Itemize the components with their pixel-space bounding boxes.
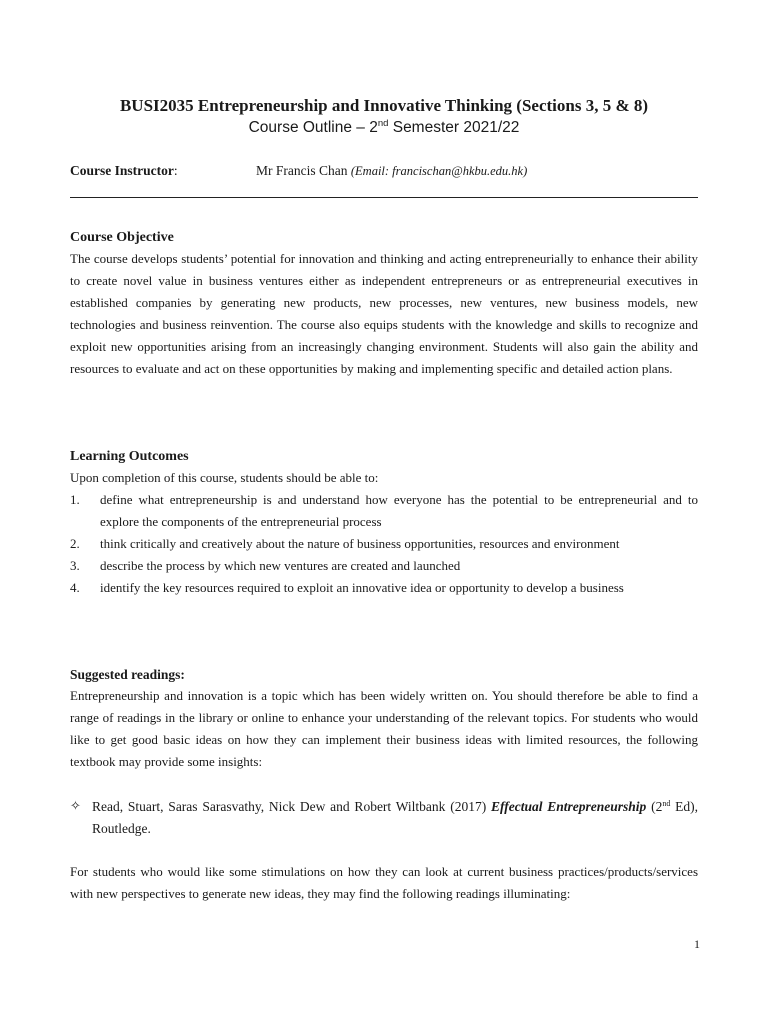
instructor-name: Mr Francis Chan	[256, 163, 351, 178]
objective-heading: Course Objective	[70, 230, 174, 245]
subtitle-prefix: Course Outline – 2	[248, 119, 378, 136]
reference-item	[70, 796, 698, 840]
instructor-email: (Email: francischan@hkbu.edu.hk)	[350, 164, 528, 178]
reference-text	[92, 796, 698, 840]
diamond-bullet-icon: ✧	[70, 799, 81, 814]
page-number: 1	[694, 937, 700, 951]
course-title: BUSI2035 Entrepreneurship and Innovative Thinking (Sections 3, 5 & 8)	[119, 96, 649, 115]
list-item-text: think critically and creatively about the nature of business opportunities, resources and environment	[100, 536, 620, 551]
instructor-colon: :	[173, 163, 178, 178]
list-item-number: 1.	[70, 492, 80, 507]
readings-heading: Suggested readings:	[70, 667, 185, 682]
list-item-number: 3.	[70, 558, 80, 573]
reference-authors: Read, Stuart, Saras Sarasvathy, Nick Dew and Robert Wiltbank (2017)	[92, 799, 491, 814]
subtitle-superscript: nd	[377, 118, 389, 129]
course-subtitle	[0, 118, 768, 138]
list-item	[70, 577, 698, 599]
readings-outro: For students who would like some stimulations on how they can look at current business practices/products/services with new perspectives to generate new ideas, they may find the following readings illuminating:	[70, 864, 698, 901]
instructor-value	[256, 161, 527, 181]
outcomes-heading: Learning Outcomes	[70, 449, 189, 464]
list-item-text: define what entrepreneurship is and understand how everyone has the potential to be entrepreneurial and to explore the components of the entrepreneurial process	[100, 492, 698, 529]
list-item-text: describe the process by which new ventures are created and launched	[100, 558, 461, 573]
readings-intro: Entrepreneurship and innovation is a topic which has been widely written on. You should therefore be able to find a range of readings in the library or online to enhance your understanding of the relevant topics. For students who would like to get good basic ideas on how they can implement their business ideas with limited resources, the following textbook may provide some insights:	[70, 688, 698, 769]
reference-edition-suffix: Ed), Routledge.	[92, 799, 698, 836]
outcomes-intro: Upon completion of this course, students should be able to:	[70, 470, 379, 485]
list-item-number: 2.	[70, 536, 80, 551]
header-divider	[70, 197, 698, 198]
instructor-line	[70, 161, 698, 181]
list-item-text: identify the key resources required to exploit an innovative idea or opportunity to develop a business	[100, 580, 624, 595]
list-item	[70, 555, 698, 577]
instructor-label: Course Instructor	[70, 163, 174, 178]
reference-edition-superscript: nd	[662, 799, 671, 808]
outcomes-list	[70, 489, 698, 599]
subtitle-suffix: Semester 2021/22	[388, 119, 520, 136]
reference-book-title: Effectual Entrepreneurship	[490, 799, 647, 814]
list-item	[70, 489, 698, 533]
list-item-number: 4.	[70, 580, 80, 595]
reference-edition-prefix: (2	[646, 799, 663, 814]
list-item	[70, 533, 698, 555]
objective-paragraph: The course develops students’ potential for innovation and thinking and acting entrepreneurially to enhance their ability to create novel value in business ventures either as independent entrepreneurs or as entrepreneurial executives in established companies by generating new products, new processes, new ventures, new business models, new technologies and business reinvention. The course also equips students with the knowledge and skills to recognize and exploit new opportunities arising from an increasingly changing environment. Students will also gain the ability and resources to evaluate and act on these opportunities by making and implementing specific and detailed action plans.	[70, 251, 698, 376]
